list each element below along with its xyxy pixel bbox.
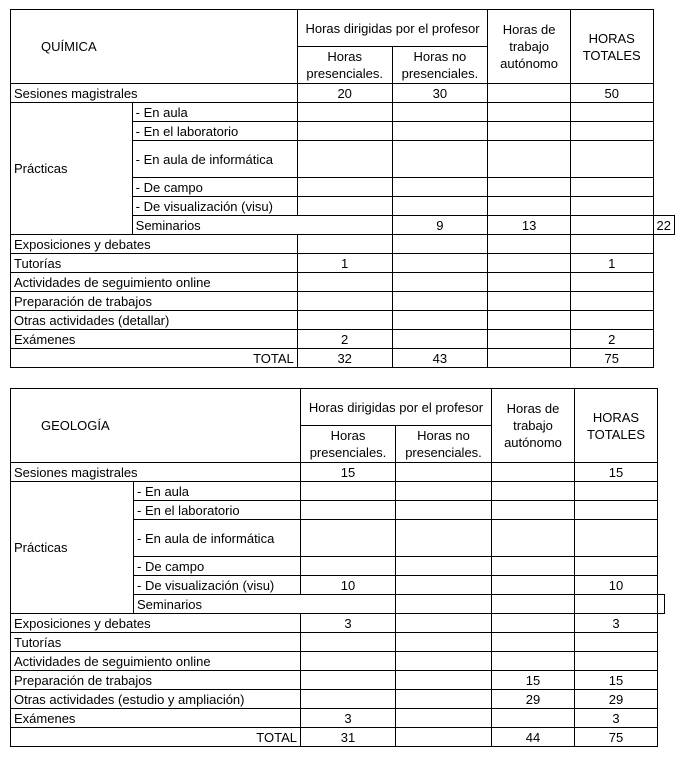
cell-presenciales bbox=[301, 501, 396, 520]
table-row bbox=[11, 292, 675, 311]
subject-title: GEOLOGÍA bbox=[11, 389, 301, 463]
cell-no-presenciales bbox=[392, 141, 488, 178]
cell-presenciales bbox=[297, 178, 392, 197]
row-label: - En aula de informática bbox=[134, 520, 301, 557]
row-label: - En aula bbox=[134, 482, 301, 501]
practicas-label: Prácticas bbox=[11, 103, 133, 235]
cell-presenciales bbox=[301, 520, 396, 557]
cell-presenciales: 1 bbox=[297, 254, 392, 273]
table-row bbox=[11, 84, 675, 103]
cell-presenciales bbox=[297, 103, 392, 122]
cell-no-presenciales bbox=[396, 557, 492, 576]
header-autonomo: Horas de trabajo autónomo bbox=[492, 389, 575, 463]
cell-no-presenciales bbox=[396, 709, 492, 728]
cell-no-presenciales bbox=[396, 501, 492, 520]
cell-no-presenciales bbox=[392, 311, 488, 330]
row-label: Preparación de trabajos bbox=[11, 671, 301, 690]
cell-presenciales bbox=[301, 690, 396, 709]
cell-total: 1 bbox=[570, 254, 653, 273]
cell-no-presenciales bbox=[392, 254, 488, 273]
cell-total bbox=[570, 197, 653, 216]
header-dirigidas: Horas dirigidas por el profesor bbox=[297, 10, 487, 47]
cell-autonomo bbox=[488, 197, 571, 216]
cell-total: 3 bbox=[575, 709, 658, 728]
row-label: - En el laboratorio bbox=[132, 122, 297, 141]
practicas-label: Prácticas bbox=[11, 482, 134, 614]
cell-no-presenciales bbox=[392, 330, 488, 349]
row-label: - De visualización (visu) bbox=[132, 197, 297, 216]
quimica-hours-table bbox=[10, 9, 675, 368]
table-row bbox=[11, 482, 665, 501]
row-label: Exposiciones y debates bbox=[11, 235, 298, 254]
table-row bbox=[11, 652, 665, 671]
table-row bbox=[11, 709, 665, 728]
cell-total bbox=[570, 311, 653, 330]
row-label: Tutorías bbox=[11, 633, 301, 652]
cell-total bbox=[570, 122, 653, 141]
cell-presenciales: 9 bbox=[392, 216, 488, 235]
cell-presenciales bbox=[301, 557, 396, 576]
header-totales: HORAS TOTALES bbox=[575, 389, 658, 463]
cell-presenciales bbox=[301, 633, 396, 652]
table-row bbox=[11, 690, 665, 709]
cell-autonomo bbox=[492, 482, 575, 501]
row-label: Actividades de seguimiento online bbox=[11, 273, 298, 292]
cell-no-presenciales bbox=[392, 235, 488, 254]
cell-total bbox=[570, 273, 653, 292]
cell-total bbox=[570, 292, 653, 311]
cell-total bbox=[570, 235, 653, 254]
cell-autonomo bbox=[575, 595, 658, 614]
cell-total bbox=[570, 141, 653, 178]
cell-total: 2 bbox=[570, 330, 653, 349]
cell-autonomo bbox=[492, 557, 575, 576]
cell-no-presenciales bbox=[396, 633, 492, 652]
row-label: Exámenes bbox=[11, 709, 301, 728]
cell-presenciales: 10 bbox=[301, 576, 396, 595]
cell-presenciales bbox=[396, 595, 492, 614]
cell-autonomo: 15 bbox=[492, 671, 575, 690]
cell-autonomo bbox=[488, 273, 571, 292]
total-label: TOTAL bbox=[11, 728, 301, 747]
total-presenciales: 31 bbox=[301, 728, 396, 747]
cell-no-presenciales bbox=[392, 197, 488, 216]
row-label: - En el laboratorio bbox=[134, 501, 301, 520]
cell-no-presenciales bbox=[392, 122, 488, 141]
cell-presenciales: 2 bbox=[297, 330, 392, 349]
cell-autonomo bbox=[488, 311, 571, 330]
cell-no-presenciales bbox=[392, 292, 488, 311]
total-label: TOTAL bbox=[11, 349, 298, 368]
cell-total: 3 bbox=[575, 614, 658, 633]
row-label: Exámenes bbox=[11, 330, 298, 349]
total-no-presenciales bbox=[396, 728, 492, 747]
cell-autonomo bbox=[492, 614, 575, 633]
cell-autonomo bbox=[570, 216, 653, 235]
table-row bbox=[11, 311, 675, 330]
cell-total: 29 bbox=[575, 690, 658, 709]
cell-total bbox=[575, 501, 658, 520]
cell-presenciales bbox=[297, 273, 392, 292]
table-row bbox=[11, 273, 675, 292]
cell-autonomo bbox=[492, 463, 575, 482]
cell-total bbox=[570, 103, 653, 122]
cell-no-presenciales bbox=[396, 463, 492, 482]
total-row bbox=[11, 349, 675, 368]
table-row bbox=[11, 235, 675, 254]
table-row bbox=[11, 614, 665, 633]
cell-autonomo: 29 bbox=[492, 690, 575, 709]
header-no-presenciales: Horas no presenciales. bbox=[396, 426, 492, 463]
row-label: - De campo bbox=[134, 557, 301, 576]
cell-autonomo bbox=[492, 633, 575, 652]
cell-no-presenciales bbox=[392, 103, 488, 122]
row-label: Seminarios bbox=[132, 216, 392, 235]
cell-total bbox=[575, 520, 658, 557]
cell-autonomo bbox=[488, 292, 571, 311]
row-label: Tutorías bbox=[11, 254, 298, 273]
cell-presenciales bbox=[297, 292, 392, 311]
cell-presenciales bbox=[297, 122, 392, 141]
cell-no-presenciales: 30 bbox=[392, 84, 488, 103]
cell-total: 15 bbox=[575, 463, 658, 482]
cell-autonomo bbox=[492, 576, 575, 595]
table-row bbox=[11, 330, 675, 349]
cell-no-presenciales bbox=[396, 482, 492, 501]
cell-presenciales bbox=[297, 311, 392, 330]
cell-no-presenciales: 13 bbox=[488, 216, 571, 235]
total-autonomo bbox=[488, 349, 571, 368]
cell-total bbox=[575, 557, 658, 576]
cell-no-presenciales bbox=[396, 652, 492, 671]
cell-no-presenciales bbox=[396, 614, 492, 633]
geologia-hours-table bbox=[10, 388, 665, 747]
total-total: 75 bbox=[575, 728, 658, 747]
cell-total bbox=[575, 482, 658, 501]
row-label: Otras actividades (estudio y ampliación) bbox=[11, 690, 301, 709]
cell-presenciales bbox=[301, 482, 396, 501]
cell-autonomo bbox=[488, 254, 571, 273]
cell-presenciales: 3 bbox=[301, 614, 396, 633]
row-label: Preparación de trabajos bbox=[11, 292, 298, 311]
cell-autonomo bbox=[488, 141, 571, 178]
row-label: Sesiones magistrales bbox=[11, 84, 298, 103]
total-no-presenciales: 43 bbox=[392, 349, 488, 368]
header-dirigidas: Horas dirigidas por el profesor bbox=[301, 389, 492, 426]
header-presenciales: Horas presenciales. bbox=[301, 426, 396, 463]
cell-presenciales bbox=[297, 235, 392, 254]
total-autonomo: 44 bbox=[492, 728, 575, 747]
cell-no-presenciales bbox=[392, 273, 488, 292]
cell-no-presenciales bbox=[396, 671, 492, 690]
header-totales: HORAS TOTALES bbox=[570, 10, 653, 84]
total-row bbox=[11, 728, 665, 747]
cell-no-presenciales bbox=[396, 520, 492, 557]
cell-total bbox=[575, 633, 658, 652]
cell-presenciales: 3 bbox=[301, 709, 396, 728]
cell-autonomo bbox=[492, 652, 575, 671]
cell-autonomo bbox=[488, 178, 571, 197]
table-row bbox=[11, 254, 675, 273]
cell-autonomo bbox=[488, 103, 571, 122]
cell-total bbox=[570, 178, 653, 197]
cell-no-presenciales bbox=[396, 690, 492, 709]
cell-autonomo bbox=[492, 520, 575, 557]
row-label: Sesiones magistrales bbox=[11, 463, 301, 482]
header-no-presenciales: Horas no presenciales. bbox=[392, 47, 488, 84]
cell-autonomo bbox=[492, 709, 575, 728]
table-row bbox=[11, 671, 665, 690]
cell-presenciales bbox=[301, 671, 396, 690]
cell-no-presenciales bbox=[492, 595, 575, 614]
cell-total: 10 bbox=[575, 576, 658, 595]
cell-presenciales bbox=[297, 141, 392, 178]
cell-total bbox=[575, 652, 658, 671]
cell-autonomo bbox=[488, 330, 571, 349]
cell-autonomo bbox=[488, 235, 571, 254]
cell-no-presenciales bbox=[396, 576, 492, 595]
row-label: - En aula de informática bbox=[132, 141, 297, 178]
row-label: - De campo bbox=[132, 178, 297, 197]
row-label: Seminarios bbox=[134, 595, 396, 614]
header-presenciales: Horas presenciales. bbox=[297, 47, 392, 84]
cell-total: 50 bbox=[570, 84, 653, 103]
row-label: Otras actividades (detallar) bbox=[11, 311, 298, 330]
row-label: - De visualización (visu) bbox=[134, 576, 301, 595]
cell-total: 15 bbox=[575, 671, 658, 690]
row-label: Actividades de seguimiento online bbox=[11, 652, 301, 671]
cell-presenciales: 20 bbox=[297, 84, 392, 103]
row-label: - En aula bbox=[132, 103, 297, 122]
total-presenciales: 32 bbox=[297, 349, 392, 368]
cell-autonomo bbox=[488, 122, 571, 141]
cell-presenciales bbox=[301, 652, 396, 671]
cell-autonomo bbox=[492, 501, 575, 520]
subject-title: QUÍMICA bbox=[11, 10, 298, 84]
cell-no-presenciales bbox=[392, 178, 488, 197]
cell-presenciales bbox=[297, 197, 392, 216]
total-total: 75 bbox=[570, 349, 653, 368]
header-autonomo: Horas de trabajo autónomo bbox=[488, 10, 571, 84]
cell-total bbox=[658, 595, 665, 614]
table-row bbox=[11, 103, 675, 122]
cell-autonomo bbox=[488, 84, 571, 103]
cell-presenciales: 15 bbox=[301, 463, 396, 482]
table-row bbox=[11, 633, 665, 652]
table-row bbox=[11, 463, 665, 482]
row-label: Exposiciones y debates bbox=[11, 614, 301, 633]
cell-total: 22 bbox=[653, 216, 674, 235]
